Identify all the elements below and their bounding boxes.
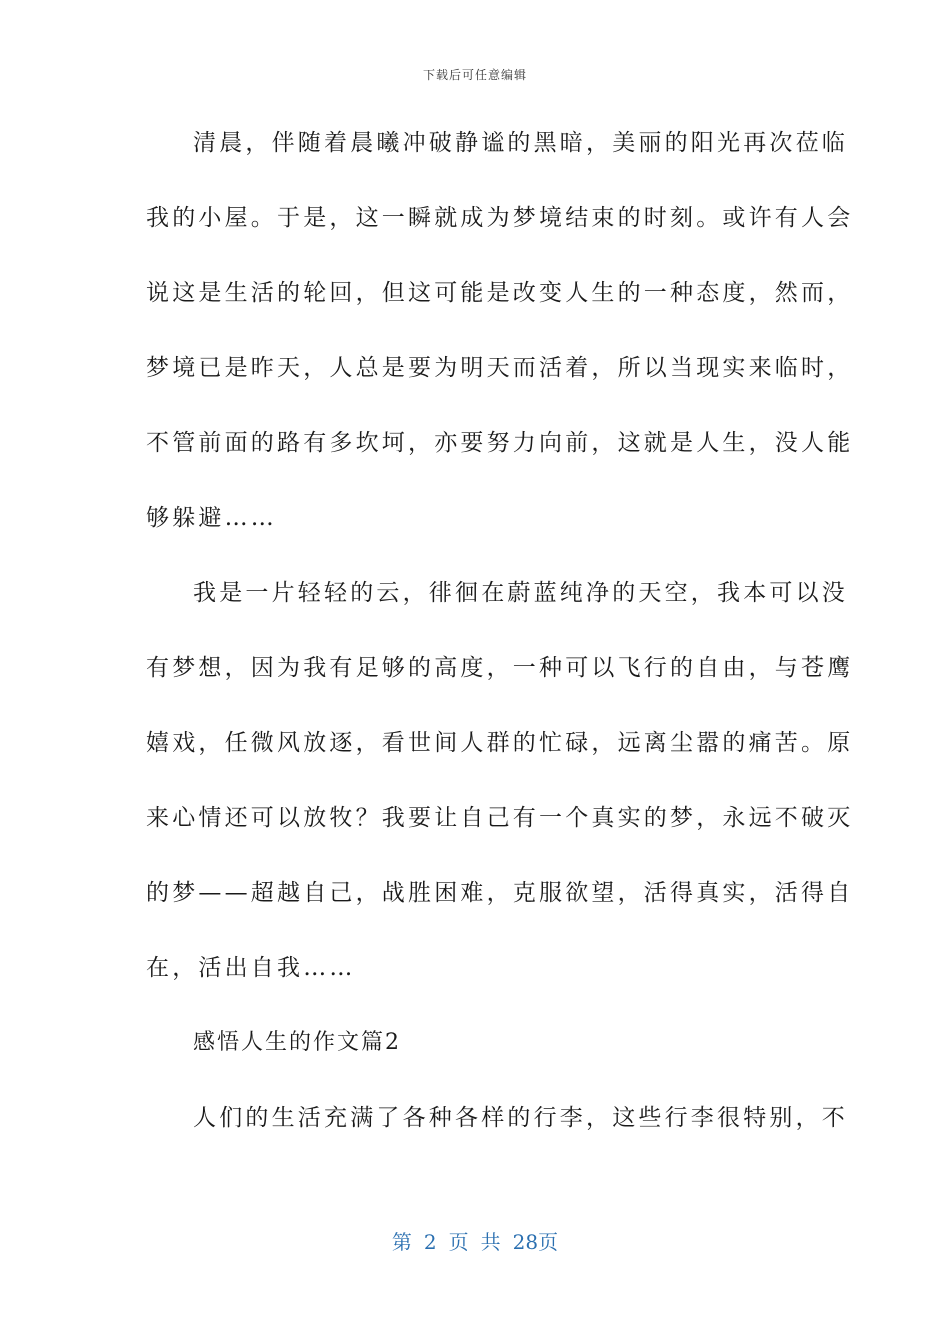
text-line: 梦境已是昨天，人总是要为明天而活着，所以当现实来临时， [146, 355, 854, 381]
text-line: 人们的生活充满了各种各样的行李，这些行李很特别，不 [193, 1105, 848, 1131]
text-line: 清晨，伴随着晨曦冲破静谧的黑暗，美丽的阳光再次莅临 [193, 130, 848, 156]
text-line: 说这是生活的轮回，但这可能是改变人生的一种态度，然而， [146, 280, 854, 306]
section-heading: 感悟人生的作文篇2 [193, 1030, 401, 1055]
text-line: 够躲避…… [146, 505, 277, 531]
document-body [146, 118, 854, 1168]
page-mid2: 共 [480, 1230, 501, 1254]
page-prefix: 第 [391, 1230, 412, 1254]
paragraph-1 [146, 118, 854, 568]
page-mid1: 页 [448, 1230, 469, 1254]
text-line: 来心情还可以放牧？我要让自己有一个真实的梦，永远不破灭 [146, 805, 854, 831]
page-header: 下载后可任意编辑 [422, 68, 527, 82]
paragraph-3 [146, 1093, 848, 1168]
text-line: 嬉戏，任微风放逐，看世间人群的忙碌，远离尘嚣的痛苦。原 [146, 730, 854, 756]
text-line: 有梦想，因为我有足够的高度，一种可以飞行的自由，与苍鹰 [146, 655, 854, 681]
text-line: 我是一片轻轻的云，徘徊在蔚蓝纯净的天空，我本可以没 [193, 580, 848, 606]
text-line: 的梦——超越自己，战胜困难，克服欲望，活得真实，活得自 [146, 880, 854, 906]
page-total: 28页 [512, 1230, 559, 1254]
text-line: 在，活出自我…… [146, 955, 356, 981]
page-footer [0, 1226, 950, 1255]
text-line: 我的小屋。于是，这一瞬就成为梦境结束的时刻。或许有人会 [146, 205, 854, 231]
paragraph-2 [146, 568, 854, 1018]
page-current: 2 [423, 1230, 437, 1254]
text-line: 不管前面的路有多坎坷，亦要努力向前，这就是人生，没人能 [146, 430, 854, 456]
